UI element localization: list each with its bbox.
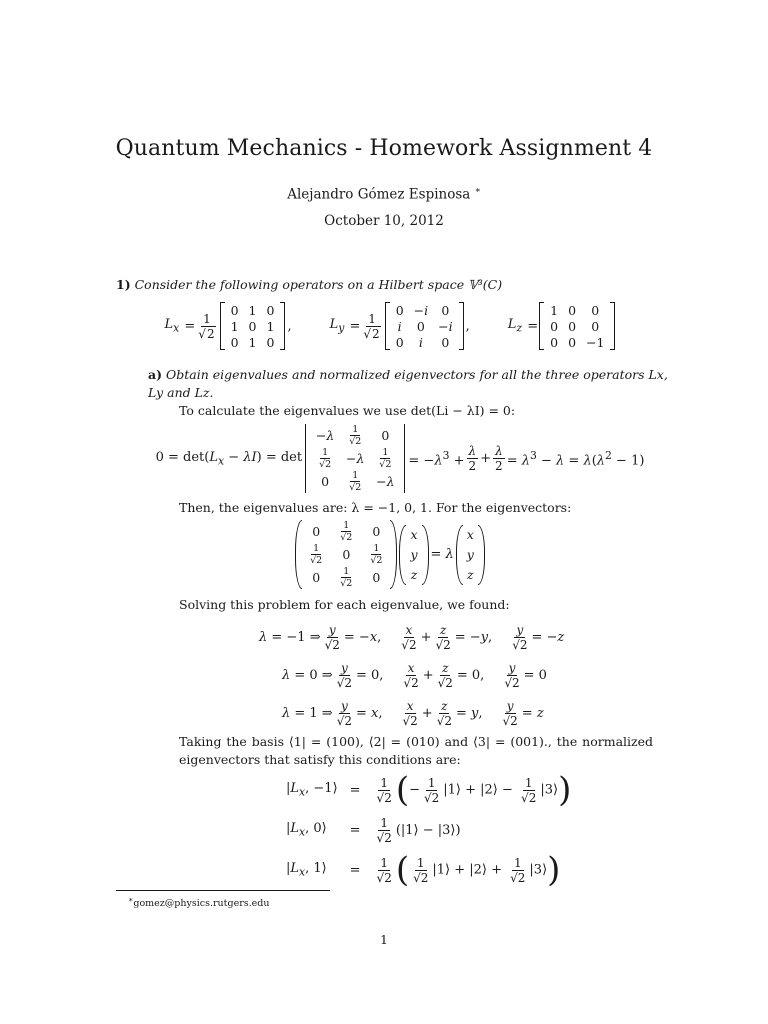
normalized-eigenvectors xyxy=(280,770,577,890)
eigenvalue-conditions xyxy=(200,618,620,732)
problem-1-statement xyxy=(116,276,656,294)
operator-matrices: $L_x$ = $\frac{1}{√2}$ 0 1 0 1 0 1 0 1 0 , $L_y$ = $\frac{1}{√2}$ 0 −i 0 i 0 −i 0 i 0 , $L_z$ = 1 0 0 0 0 0 0 0 −1 xyxy=(150,302,630,350)
part-a-label: a) xyxy=(148,367,163,382)
page-title: Quantum Mechanics - Homework Assignment 4 xyxy=(115,136,653,161)
condition-lambda-1: λ = 1 ⇒ $\frac{y}{√2}$ = x, $\frac{x}{√2}$ + $\frac{z}{√2}$ = y, $\frac{y}{√2}$ = z xyxy=(282,698,544,728)
eigen-method-text: To calculate the eigenvalues we use det(Li − λI) = 0: xyxy=(179,403,516,418)
eigenvector-lx-1: $|L_x$, 1⟩ = $\frac{1}{√2}$ ( $\frac{1}{√2}$ |1⟩ + |2⟩ + $\frac{1}{√2}$ |3⟩) xyxy=(286,850,561,890)
footnote-mark: ∗ xyxy=(128,895,134,904)
date: October 10, 2012 xyxy=(324,213,444,229)
basis-text: Taking the basis ⟨1| = (100), ⟨2| = (010) and ⟨3| = (001)., the normalized eigenvectors that satisfy this conditions are: xyxy=(179,734,653,767)
solving-text: Solving this problem for each eigenvalue, we found: xyxy=(179,597,510,612)
author xyxy=(0,186,768,203)
page-number: 1 xyxy=(380,932,388,947)
eigenvalues-text: Then, the eigenvalues are: λ = −1, 0, 1. For the eigenvectors: xyxy=(179,500,572,515)
condition-lambda-0: λ = 0 ⇒ $\frac{y}{√2}$ = 0, $\frac{x}{√2}$ + $\frac{z}{√2}$ = 0, $\frac{y}{√2}$ = 0 xyxy=(282,660,547,690)
footnote-rule xyxy=(116,890,330,891)
author-footnote-mark: ∗ xyxy=(474,186,481,196)
eigenvector-lx-minus-1: $|L_x$, −1⟩ = $\frac{1}{√2}$ (− $\frac{1}{√2}$ |1⟩ + |2⟩ − $\frac{1}{√2}$ |3⟩) xyxy=(286,770,572,810)
eigenvector-lx-0: $|L_x$, 0⟩ = $\frac{1}{√2}$ (|1⟩ − |3⟩) xyxy=(286,815,461,845)
footnote-email: gomez@physics.rutgers.edu xyxy=(133,898,270,910)
problem-statement-text: Consider the following operators on a Hilbert space 𝕍³(C) xyxy=(134,277,503,292)
eigenvector-equation: 0 $\frac{1}{√2}$ 0 $\frac{1}{√2}$ 0 $\frac{1}{√2}$ 0 $\frac{1}{√2}$ 0 x y z = λ x y z xyxy=(200,520,580,589)
part-a-statement xyxy=(148,366,668,402)
part-a-text: Obtain eigenvalues and normalized eigenvectors for all the three operators Lx, Ly and Lz. xyxy=(148,367,668,400)
determinant-equation: $0 = \det(L_x - \lambda I) = \det$ −λ $\frac{1}{√2}$ 0 $\frac{1}{√2}$ −λ $\frac{1}{√2}$ 0 $\frac{1}{√2}$ −λ = $-\lambda^3$ + $\frac{\lambda}{2}$ + $\frac{\lambda}{2}$ = $\lambda^3 - \lambda = \lambda(\lambda^2 - 1)$ xyxy=(155,424,645,493)
footnote xyxy=(128,895,269,909)
problem-number: 1) xyxy=(116,277,131,292)
condition-lambda-minus-1: λ = −1 ⇒ $\frac{y}{√2}$ = −x, $\frac{x}{√2}$ + $\frac{z}{√2}$ = −y, $\frac{y}{√2}$ = −z xyxy=(259,622,565,652)
author-name: Alejandro Gómez Espinosa xyxy=(287,186,471,203)
